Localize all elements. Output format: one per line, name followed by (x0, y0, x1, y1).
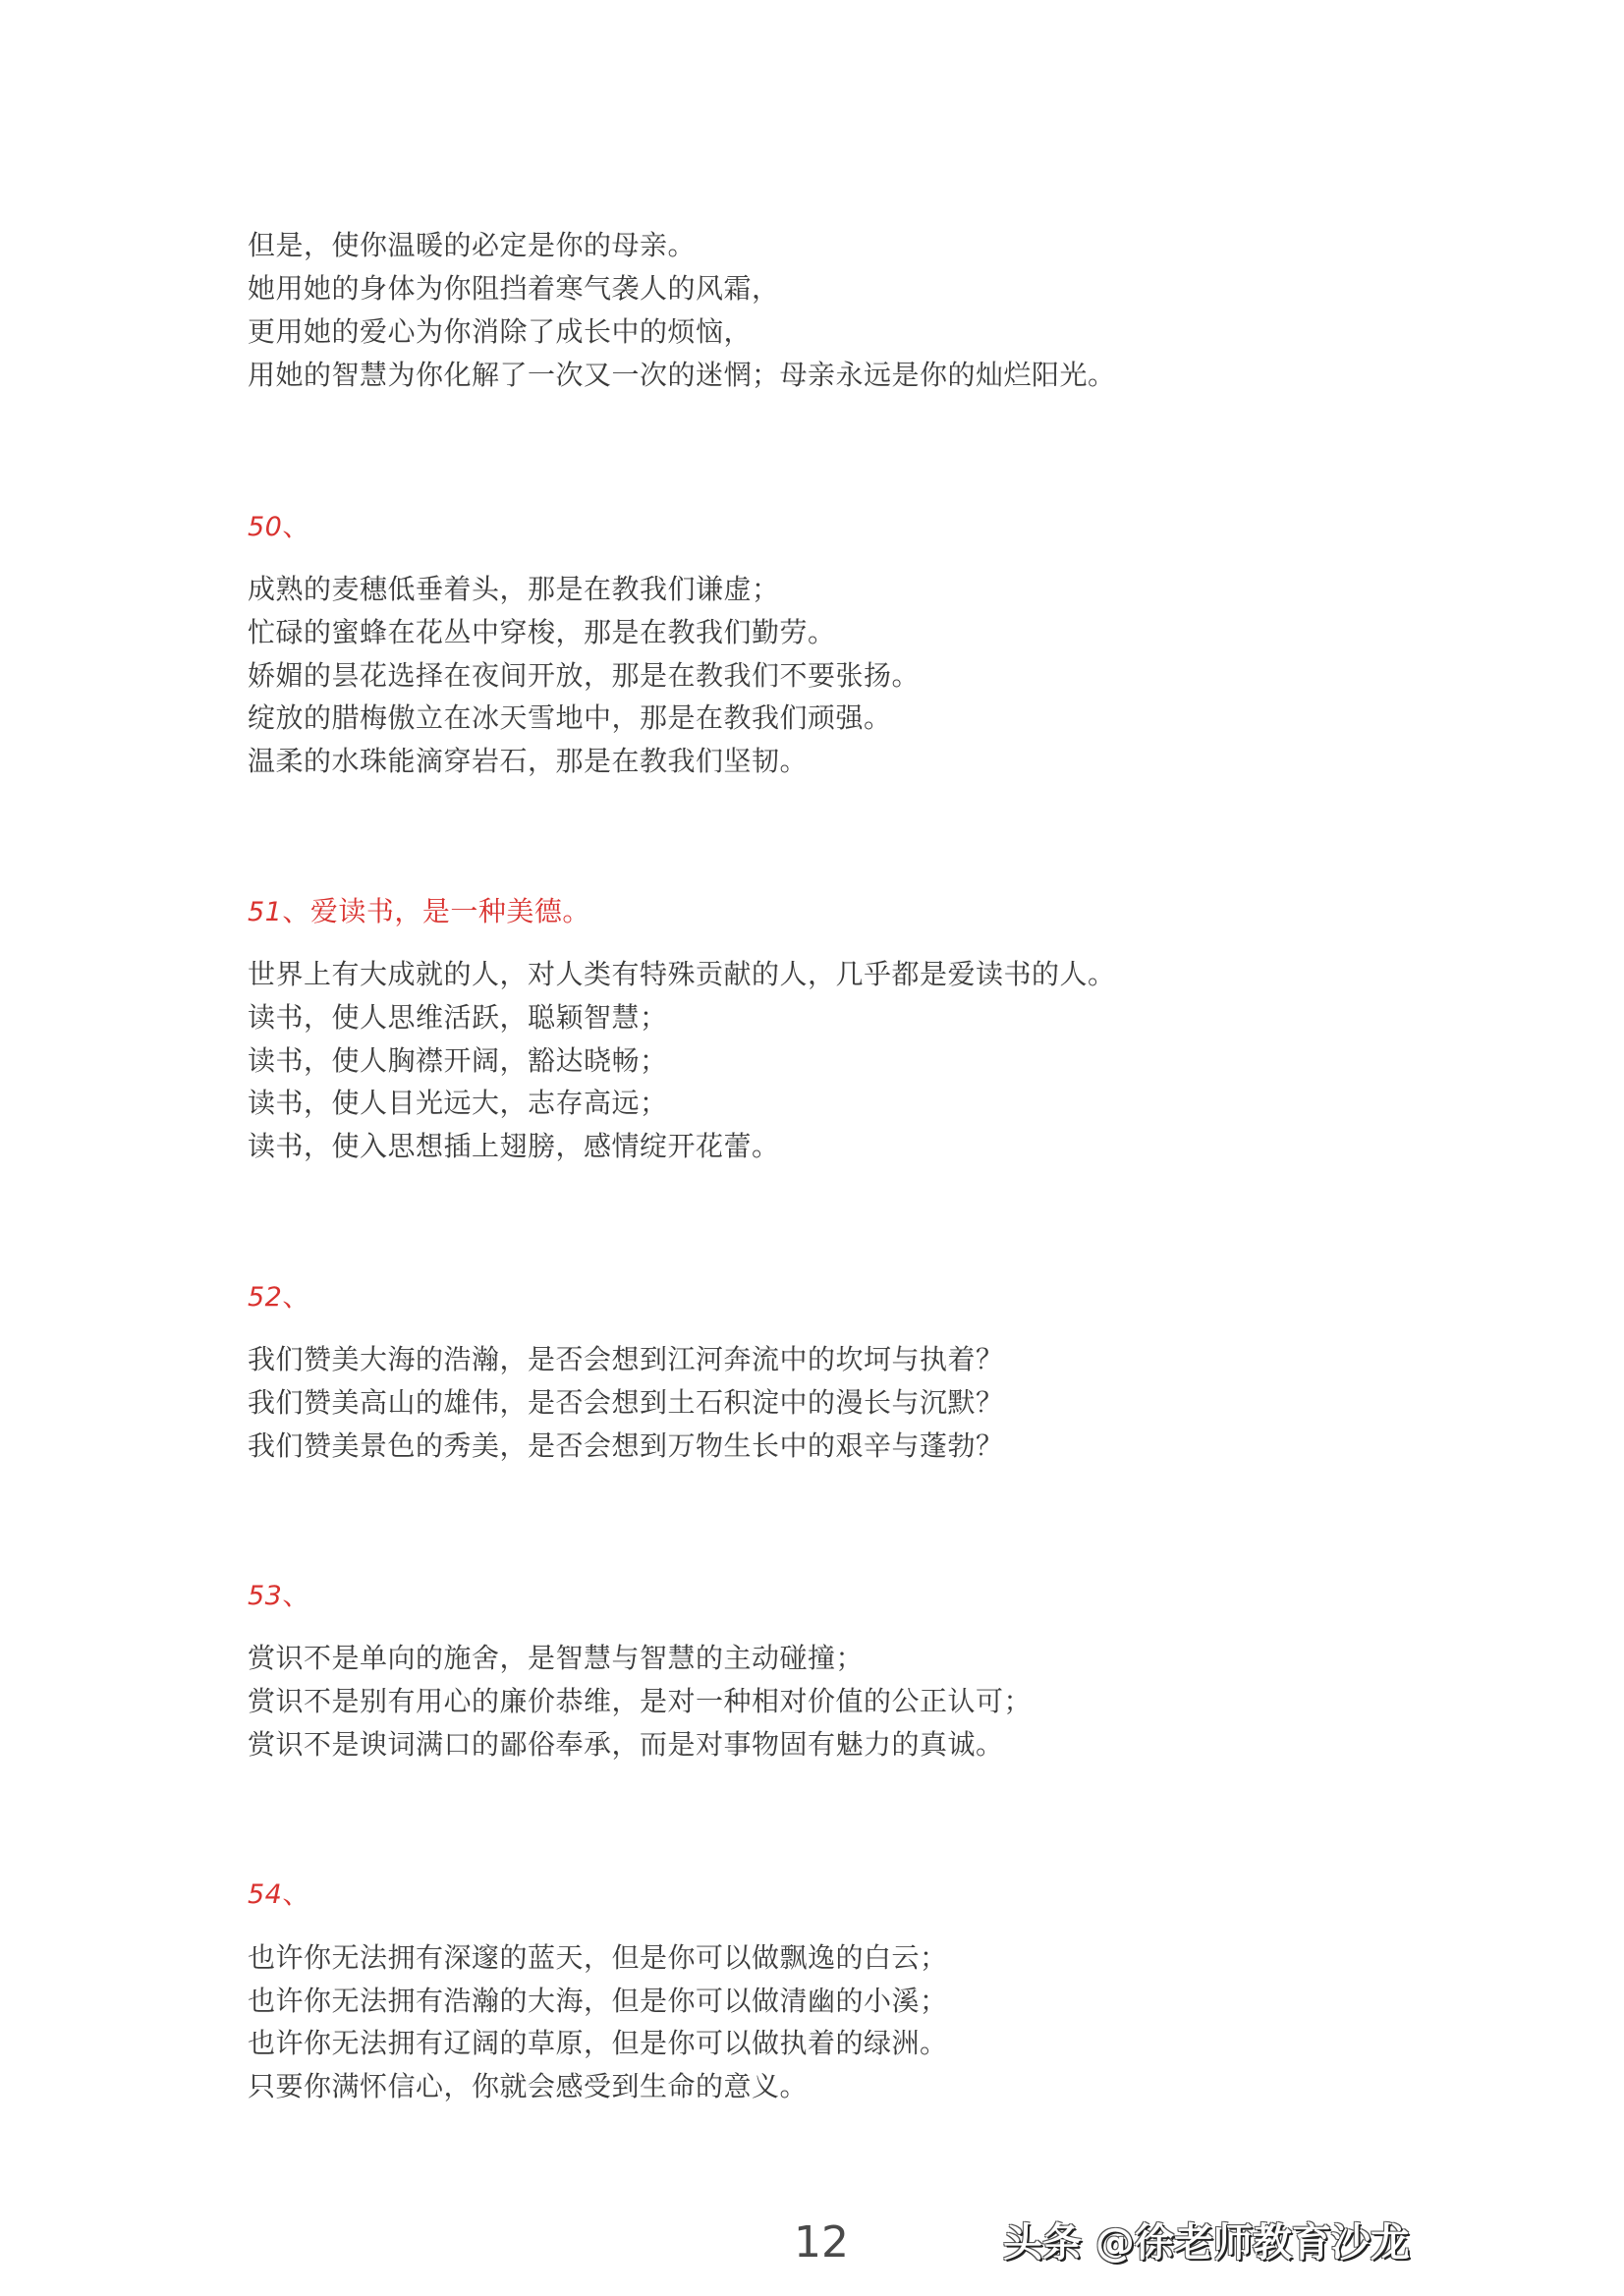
section-line: 赏识不是别有用心的廉价恭维，是对一种相对价值的公正认可； (248, 1685, 1033, 1717)
section-line: 成熟的麦穗低垂着头，那是在教我们谦虚； (248, 573, 780, 605)
section-line: 我们赞美大海的浩瀚，是否会想到江河奔流中的坎坷与执着？ (248, 1343, 1004, 1375)
intro-line: 用她的智慧为你化解了一次又一次的迷惘；母亲永远是你的灿烂阳光。 (248, 359, 1116, 391)
section-line: 赏识不是单向的施舍，是智慧与智慧的主动碰撞； (248, 1642, 865, 1674)
section-number: 51 (248, 897, 283, 927)
section-separator: 、 (282, 1579, 310, 1611)
section-line: 我们赞美高山的雄伟，是否会想到土石积淀中的漫长与沉默？ (248, 1386, 1004, 1419)
section-line: 娇媚的昙花选择在夜间开放，那是在教我们不要张扬。 (248, 659, 921, 692)
section-line: 读书，使人思维活跃，聪颖智慧； (248, 1001, 668, 1034)
section-number: 53 (248, 1581, 283, 1611)
section-number: 50 (248, 512, 283, 542)
section-heading (248, 1876, 310, 1913)
section-heading (248, 509, 310, 545)
section-line: 只要你满怀信心，你就会感受到生命的意义。 (248, 2070, 809, 2102)
page-number: 12 (794, 2217, 849, 2268)
section-separator: 、 (282, 1877, 310, 1910)
section-line: 绽放的腊梅傲立在冰天雪地中，那是在教我们顽强。 (248, 701, 892, 734)
section-line: 读书，使入思想插上翅膀，感情绽开花蕾。 (248, 1130, 780, 1162)
section-line: 世界上有大成就的人，对人类有特殊贡献的人，几乎都是爱读书的人。 (248, 958, 1116, 990)
section-line: 也许你无法拥有深邃的蓝天，但是你可以做飘逸的白云； (248, 1941, 948, 1974)
section-line: 赏识不是谀词满口的鄙俗奉承，而是对事物固有魅力的真诚。 (248, 1728, 1004, 1761)
section-line: 温柔的水珠能滴穿岩石，那是在教我们坚韧。 (248, 745, 809, 777)
section-heading (248, 894, 590, 930)
section-line: 读书，使人胸襟开阔，豁达晓畅； (248, 1044, 668, 1077)
section-line: 也许你无法拥有辽阔的草原，但是你可以做执着的绿洲。 (248, 2027, 948, 2059)
section-separator: 、 (282, 895, 310, 927)
section-heading (248, 1578, 310, 1614)
section-heading (248, 1279, 310, 1316)
intro-line: 她用她的身体为你阻挡着寒气袭人的风霜， (248, 272, 780, 305)
section-line: 我们赞美景色的秀美，是否会想到万物生长中的艰辛与蓬勃？ (248, 1429, 1004, 1462)
section-separator: 、 (282, 1280, 310, 1313)
section-line: 忙碌的蜜蜂在花丛中穿梭，那是在教我们勤劳。 (248, 616, 836, 648)
intro-line: 更用她的爱心为你消除了成长中的烦恼， (248, 315, 753, 348)
section-line: 也许你无法拥有浩瀚的大海，但是你可以做清幽的小溪； (248, 1985, 948, 2017)
section-number: 54 (248, 1879, 283, 1910)
section-number: 52 (248, 1282, 283, 1313)
section-line: 读书，使人目光远大，志存高远； (248, 1087, 668, 1119)
intro-line: 但是，使你温暖的必定是你的母亲。 (248, 229, 697, 261)
watermark: 头条 @徐老师教育沙龙 (1003, 2220, 1410, 2266)
section-title: 爱读书，是一种美德。 (309, 895, 590, 927)
section-separator: 、 (282, 510, 310, 542)
